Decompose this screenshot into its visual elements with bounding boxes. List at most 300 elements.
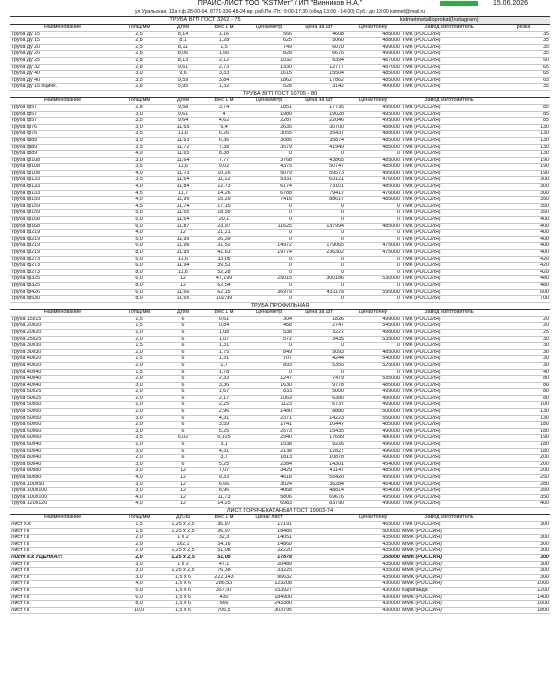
table-cell: 130 (497, 137, 550, 144)
table-cell: ТМК (РОССИЯ) (401, 376, 497, 383)
table-cell: 3227 (293, 329, 345, 336)
column-header: Наименование (10, 25, 115, 31)
table-cell: 2384 (245, 461, 293, 468)
table-cell: 0,61 (203, 316, 245, 323)
table-cell: 2,0 (115, 554, 163, 561)
table-cell: ММК (РОССИЯ) (401, 535, 497, 542)
table-cell: 4,62 (203, 118, 245, 125)
table-cell: 488000 (345, 38, 401, 45)
table-cell (293, 594, 345, 601)
table-cell: 69676 (293, 494, 345, 501)
column-header: Цена/тонну (345, 515, 401, 522)
table-cell: 2,0 (115, 422, 163, 429)
table-cell: 41147 (293, 468, 345, 475)
table-cell: 0 (293, 256, 345, 263)
table-cell: Труба ф273 (10, 269, 115, 276)
table-cell: ТМК (РОССИЯ) (401, 31, 497, 38)
table-cell: 200 (497, 461, 550, 468)
table-cell: 0 (345, 296, 401, 303)
table-cell: 435000 (345, 561, 401, 568)
table-cell: 500000 (345, 409, 401, 416)
table-row (10, 177, 550, 184)
table-cell: 3,36 (203, 382, 245, 389)
table-cell: 35437 (293, 131, 345, 138)
table-cell: 431178 (293, 289, 345, 296)
table-cell: 535000 (345, 336, 401, 343)
table-cell: ТМК (РОССИЯ) (401, 111, 497, 118)
table-cell: 12 (163, 501, 203, 508)
table-cell: 11,6 (163, 131, 203, 138)
table-row (10, 296, 550, 303)
column-header: Цена/ лист (245, 515, 293, 522)
table-cell: 3,5 (115, 118, 163, 125)
table-cell: 1,16 (203, 31, 245, 38)
table-cell: Труба ф57 (10, 104, 115, 111)
table-cell: 485000 (345, 31, 401, 38)
table-cell: 12 (163, 481, 203, 488)
table-cell: 35 (497, 44, 550, 51)
table-cell: 11,74 (163, 203, 203, 210)
table-cell: 4068 (245, 488, 293, 495)
table-cell: Труба 15х15 (10, 316, 115, 323)
table-cell: ТМК (РОССИЯ) (401, 210, 497, 217)
table-cell: 3,0 (115, 468, 163, 475)
table-cell: 1400 (497, 594, 550, 601)
table-row (10, 203, 550, 210)
table-row (10, 84, 550, 91)
table-cell: 8,0 (115, 601, 163, 608)
table-cell: 8,96 (203, 488, 245, 495)
table-cell: 0 (345, 282, 401, 289)
table-cell: Труба 100х100 (10, 494, 115, 501)
table-cell: ТМК (РОССИЯ) (401, 488, 497, 495)
table-cell: 488000 (345, 131, 401, 138)
table-cell: 1813 (245, 455, 293, 462)
table-cell: 1,5 x 6 (163, 587, 203, 594)
table-cell: 2,0 (115, 329, 163, 336)
table-cell: 6 (163, 461, 203, 468)
table-cell: ТМК (РОССИЯ) (401, 316, 497, 323)
table-cell: ТМК (РОССИЯ) (401, 481, 497, 488)
table-cell: ТМК (РОССИЯ) (401, 336, 497, 343)
table-row (10, 57, 550, 64)
table-cell: 350000 (345, 554, 401, 561)
table-cell: 700 (497, 296, 550, 303)
table-cell: 3,5 (115, 77, 163, 84)
table-cell: 485000 (345, 71, 401, 78)
table-cell: 1,07 (203, 336, 245, 343)
table-row (10, 349, 550, 356)
table-cell: 485000 (345, 223, 401, 230)
table-cell: Труба ду 15 (10, 31, 115, 38)
table-cell: 3,5 (115, 131, 163, 138)
table-row (10, 336, 550, 343)
table-cell: 4375 (245, 164, 293, 171)
table-cell: 30 (497, 336, 550, 343)
table-cell: 14,26 (203, 190, 245, 197)
table-cell: Труба 80х40 (10, 461, 115, 468)
table-row (10, 521, 550, 528)
table-cell: 3024 (245, 481, 293, 488)
table-cell: 300 (497, 190, 550, 197)
table-cell: 2287 (245, 118, 293, 125)
column-header-row (10, 515, 550, 522)
table-cell: Лист г.к (10, 568, 115, 575)
table-cell: 11,7 (163, 190, 203, 197)
table-cell: 12 (163, 230, 203, 237)
table-cell: 2,0 (115, 409, 163, 416)
table-cell: 2,8 (115, 51, 163, 58)
table-cell: ТМК (РОССИЯ) (401, 203, 497, 210)
table-cell: 300 (497, 548, 550, 555)
table-cell: Труба ду 20 (10, 51, 115, 58)
table-cell: 11,65 (163, 210, 203, 217)
column-header: цена за шт (293, 25, 345, 31)
table-cell: 430000 (345, 587, 401, 594)
table-row (10, 376, 550, 383)
table-cell: 8,0 (115, 269, 163, 276)
table-cell: 3,5 (115, 144, 163, 151)
table-cell: 4,31 (203, 448, 245, 455)
table-cell: ТМК (РОССИЯ) (401, 382, 497, 389)
table-cell: ММК (РОССИЯ) (401, 574, 497, 581)
table-cell: 495000 (345, 475, 401, 482)
table-cell: 9,61 (163, 111, 203, 118)
table-cell: 6 (163, 422, 203, 429)
table-row (10, 343, 550, 350)
table-cell: 8394 (293, 57, 345, 64)
table-cell: 0 (345, 217, 401, 224)
table-cell: 495000 (345, 111, 401, 118)
table-cell: 1,31 (203, 343, 245, 350)
table-cell: 80 (497, 382, 550, 389)
table-cell: ТМК (РОССИЯ) (401, 521, 497, 528)
table-cell: 12 (163, 475, 203, 482)
table-cell: 893 (245, 362, 293, 369)
table-cell: ТМК (РОССИЯ) (401, 448, 497, 455)
table-cell: 4,5 (115, 203, 163, 210)
table-cell: 476000 (345, 190, 401, 197)
table-row (10, 389, 550, 396)
table-cell: 300 (497, 568, 550, 575)
table-cell: 31,52 (203, 243, 245, 250)
table-cell: ТМК (РОССИЯ) (401, 84, 497, 91)
table-cell: 1,5 (115, 356, 163, 363)
table-cell: ТМК (РОССИЯ) (401, 501, 497, 508)
table-cell: 47,199 (203, 276, 245, 283)
table-cell: 0 (293, 210, 345, 217)
table-row (10, 501, 550, 508)
table-cell: 435000 (345, 535, 401, 542)
table-row (10, 488, 550, 495)
column-header: Завод изготовитель (401, 98, 497, 105)
table-cell: 3435 (293, 336, 345, 343)
table-row (10, 282, 550, 289)
table-cell: Труба ф108 (10, 170, 115, 177)
table-cell: ТМК (РОССИЯ) (401, 442, 497, 449)
table-row (10, 329, 550, 336)
table-cell: Труба ф89 (10, 144, 115, 151)
column-header-row (10, 98, 550, 105)
column-header: Вес 1 м (203, 310, 245, 317)
table-cell: 6,0 (115, 223, 163, 230)
table-cell: 566 (245, 31, 293, 38)
table-cell: 3055 (245, 131, 293, 138)
table-row (10, 594, 550, 601)
table-cell: ТМК (РОССИЯ) (401, 197, 497, 204)
table-cell: 12 (163, 276, 203, 283)
table-cell: 1,32 (203, 84, 245, 91)
table-cell: ММК (РОССИЯ) (401, 528, 497, 535)
table-cell: 9,64 (163, 118, 203, 125)
table-row (10, 118, 550, 125)
table-cell: Труба 60х60 (10, 422, 115, 429)
column-header-row (10, 310, 550, 317)
table-cell: Труба 50х25 (10, 395, 115, 402)
table-cell: 600 (497, 289, 550, 296)
table-cell: 6 (163, 395, 203, 402)
table-cell: 6 (163, 402, 203, 409)
table-cell: 180 (497, 442, 550, 449)
table-row (10, 362, 550, 369)
table-cell: 1800 (497, 607, 550, 614)
table-cell: ТМК (РОССИЯ) (401, 362, 497, 369)
table-cell: 180 (497, 428, 550, 435)
table-cell: 6 (163, 369, 203, 376)
table-cell: 5,0 (115, 256, 163, 263)
table-cell: 3,0 (115, 415, 163, 422)
table-cell: 8,11 (163, 44, 203, 51)
table-cell: 11,96 (163, 243, 203, 250)
table-cell: 488000 (345, 124, 401, 131)
table-cell: 14972 (245, 243, 293, 250)
table-cell: 85 (497, 104, 550, 111)
table-cell: Труба ф57 (10, 118, 115, 125)
table-row (10, 223, 550, 230)
table-cell: 2,0 (115, 455, 163, 462)
table-cell: 18,99 (203, 210, 245, 217)
table-cell: 3,5 (115, 177, 163, 184)
table-cell: Труба ду 15 оцинк. (10, 84, 115, 91)
table-cell: 47,1 (203, 561, 245, 568)
table-cell: 1,25 x 2,5 (163, 548, 203, 555)
table-cell: 3,0 (115, 574, 163, 581)
table-cell: 499000 (345, 389, 401, 396)
table-cell: 1480 (245, 409, 293, 416)
table-cell: 79417 (293, 190, 345, 197)
column-header: Толщ/мм (115, 515, 163, 522)
table-cell: 11,65 (163, 151, 203, 158)
document-title: ПРАЙС-ЛИСТ ТОО "KSTMет" / ИП "Винников Н.А." (197, 0, 363, 7)
table-cell: 36979 (245, 289, 293, 296)
section-title-row (10, 90, 550, 97)
table-cell: 3,0 (115, 461, 163, 468)
column-header (497, 310, 550, 317)
table-cell: 36,97 (203, 528, 245, 535)
table-cell: 6 (163, 336, 203, 343)
table-cell: 6070 (293, 44, 345, 51)
table-cell: 3,0 (115, 488, 163, 495)
table-cell: 30 (497, 356, 550, 363)
table-cell: 400 (497, 230, 550, 237)
table-row (10, 468, 550, 475)
table-cell (497, 528, 550, 535)
table-row (10, 243, 550, 250)
table-cell: 123208 (245, 581, 293, 588)
table-cell: 495000 (345, 494, 401, 501)
table-cell: Лист г.к УЦЕНКА!!! (10, 554, 115, 561)
table-row (10, 190, 550, 197)
table-cell: ТМК (РОССИЯ) (401, 131, 497, 138)
table-cell: 0 (293, 230, 345, 237)
table-cell: 1,28 (203, 38, 245, 45)
table-cell: 4,5 (115, 190, 163, 197)
table-cell: 17699 (293, 435, 345, 442)
column-header (293, 515, 345, 522)
table-cell: 8,38 (203, 151, 245, 158)
table-row (10, 607, 550, 614)
table-cell: 4 (203, 111, 245, 118)
table-cell (293, 601, 345, 608)
table-row (10, 144, 550, 151)
table-cell: 88617 (293, 197, 345, 204)
table-cell: 2573 (245, 428, 293, 435)
column-header: Толщ/мм (115, 310, 163, 317)
table-cell: 22046 (293, 118, 345, 125)
table-cell: 153927 (245, 587, 293, 594)
table-cell: 19028 (293, 111, 345, 118)
table-cell: ММК (РОССИЯ) (401, 607, 497, 614)
table-cell: 400 (497, 217, 550, 224)
table-row (10, 574, 550, 581)
table-row (10, 111, 550, 118)
section-title: ТРУБА ПРОФИЛЬНАЯ (10, 302, 550, 309)
table-cell: 1,5 x 6 (163, 601, 203, 608)
table-cell: 485000 (345, 382, 401, 389)
table-cell: 3,0 (115, 428, 163, 435)
table-cell: 6 (163, 316, 203, 323)
table-cell: 1600 (497, 601, 550, 608)
table-cell: 190 (497, 435, 550, 442)
table-cell: 5331 (245, 177, 293, 184)
table-cell: 21,21 (203, 230, 245, 237)
table-cell: 40 (497, 369, 550, 376)
table-cell: Труба 60х60 (10, 435, 115, 442)
table-cell: ТМК (РОССИЯ) (401, 124, 497, 131)
table-cell: Труба ф159 (10, 197, 115, 204)
table-cell: 2371 (245, 415, 293, 422)
table-cell: 32,3 (203, 535, 245, 542)
table-cell: ММК (РОССИЯ) (401, 594, 497, 601)
table-cell: 0 (245, 230, 293, 237)
table-cell: 706,5 (203, 607, 245, 614)
table-cell: 1,5 (115, 323, 163, 330)
table-cell: 4,0 (115, 197, 163, 204)
table-cell: ТМК (РОССИЯ) (401, 77, 497, 84)
table-cell (293, 561, 345, 568)
table-cell: 0 (293, 296, 345, 303)
table-cell: 5000 (293, 389, 345, 396)
table-cell: 485000 (345, 349, 401, 356)
table-cell: ТМК (РОССИЯ) (401, 455, 497, 462)
table-cell: Труба 40х40 (10, 376, 115, 383)
table-cell: Труба 25х25 (10, 336, 115, 343)
document-date: 15.06.2026 (492, 0, 528, 7)
table-cell: 6 (163, 448, 203, 455)
table-cell: 11,73 (203, 494, 245, 501)
table-row (10, 568, 550, 575)
table-row (10, 71, 550, 78)
table-cell: 1х2,1 (163, 541, 203, 548)
table-cell: ТМК (РОССИЯ) (401, 164, 497, 171)
table-cell: ТМК (РОССИЯ) (401, 461, 497, 468)
table-cell: 499000 (345, 51, 401, 58)
table-cell: 36284 (293, 481, 345, 488)
table-cell: 7,38 (203, 144, 245, 151)
table-cell: 8880 (293, 409, 345, 416)
table-cell: Труба ф325 (10, 282, 115, 289)
table-cell: 222,143 (203, 574, 245, 581)
table-cell: 8,0 (115, 250, 163, 257)
table-cell: ММК (РОССИЯ) (401, 561, 497, 568)
column-header (497, 515, 550, 522)
table-cell: 1032 (245, 57, 293, 64)
table-cell: 485000 (345, 164, 401, 171)
table-cell: 3,0 (115, 561, 163, 568)
table-cell: ТМК (РОССИЯ) (401, 435, 497, 442)
table-cell: 6 (163, 349, 203, 356)
table-cell: 25 (497, 329, 550, 336)
column-header: Дл/м (163, 98, 203, 105)
table-row (10, 197, 550, 204)
table-cell: 454000 (345, 481, 401, 488)
table-cell: 0 (345, 230, 401, 237)
table-cell: 11,84 (163, 184, 203, 191)
table-cell: 6,0 (115, 289, 163, 296)
table-cell: 1,5 x 6 (163, 607, 203, 614)
table-cell: 2,0 (115, 349, 163, 356)
table-cell: 1330 (245, 64, 293, 71)
table-cell: 11,94 (163, 263, 203, 270)
table-cell: 495000 (345, 170, 401, 177)
column-header: Наименование (10, 515, 115, 522)
table-cell: 849 (245, 349, 293, 356)
table-cell: 487000 (345, 57, 401, 64)
table-cell: 130 (497, 415, 550, 422)
column-header: Завод изготовитель (401, 310, 497, 317)
table-cell: 400 (497, 250, 550, 257)
table-cell: 3768 (245, 157, 293, 164)
table-cell: 11,65 (163, 124, 203, 131)
table-cell: Лист г.к (10, 574, 115, 581)
table-cell: ТМК (РОССИЯ) (401, 289, 497, 296)
table-cell: 3,84 (203, 77, 245, 84)
table-cell: ТМК (РОССИЯ) (401, 64, 497, 71)
table-cell: 0 (245, 269, 293, 276)
table-cell: 430000 (345, 581, 401, 588)
table-cell: ММК (РОССИЯ) (401, 548, 497, 555)
table-cell: 11,95 (163, 250, 203, 257)
table-cell: 19774 (245, 250, 293, 257)
table-cell: Труба 60х60 (10, 428, 115, 435)
table-cell: 286,53 (203, 581, 245, 588)
table-cell: 12 (163, 282, 203, 289)
table-cell: 2,0 (115, 402, 163, 409)
table-cell: Труба 120х120 (10, 501, 115, 508)
table-cell: 2,0 (115, 395, 163, 402)
table-cell: 499000 (345, 402, 401, 409)
table-cell: 9,02 (203, 164, 245, 171)
